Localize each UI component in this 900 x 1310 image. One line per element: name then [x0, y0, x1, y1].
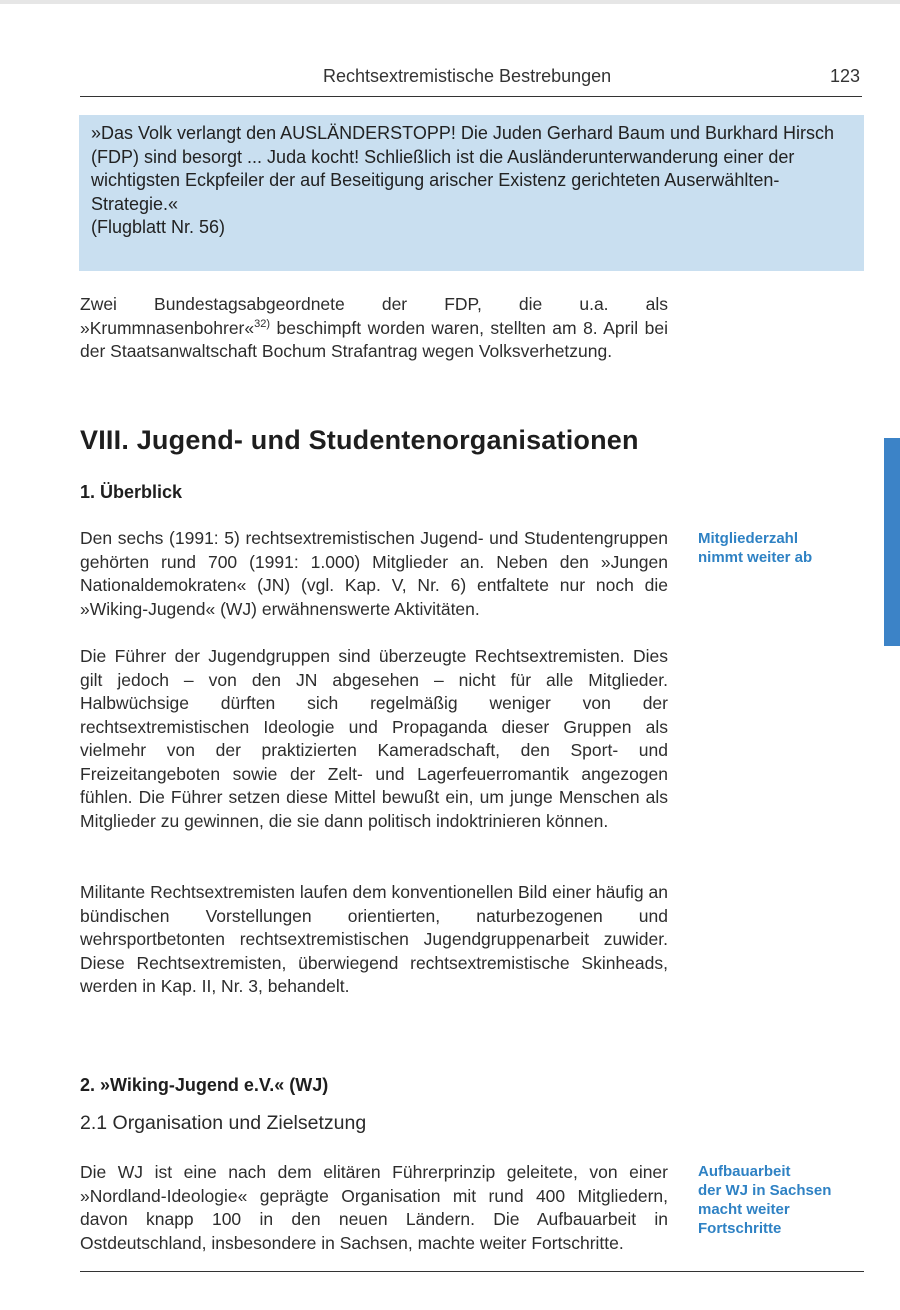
quote-source: (Flugblatt Nr. 56)	[91, 217, 226, 237]
footer-rule	[80, 1271, 864, 1272]
margin-note-line: Fortschritte	[698, 1220, 782, 1237]
overview-paragraph-2	[80, 645, 668, 833]
overview-paragraph-3	[80, 881, 668, 999]
margin-note-line: der WJ in Sachsen	[698, 1182, 832, 1199]
intro-text-before: Zwei Bundestagsabgeordnete der FDP, die u.a. als »Krummnasenbohrer«	[80, 294, 668, 338]
margin-note-membership	[698, 529, 868, 567]
margin-note-line: Mitgliederzahl	[698, 530, 799, 547]
paragraph-text: Militante Rechtsextremisten laufen dem konventionellen Bild einer häufig an bündischen Vorstellungen orientierten, naturbezogenen und wehrsportbetonten rechtsextremistischen Jugendgruppenarbeit zuwider. Diese Rechtsextremisten, überwiegend rechtsextremistische Skinheads, werden in Kap. II, Nr. 3, behandelt.	[80, 882, 668, 996]
paragraph-text: Die Führer der Jugendgruppen sind überzeugte Rechtsextremisten. Dies gilt jedoch – von den JN abgesehen – nicht für alle Mitglieder. Halbwüchsige dürften sich regelmäßig weniger von der rechtsextremistischen Ideologie und Propaganda dieser Gruppen als vielmehr von der praktizierten Kameradschaft, den Sport- und Freizeitangeboten sowie der Zelt- und Lagerfeuerromantik angezogen fühlen. Die Führer setzen diese Mittel bewußt ein, um junge Menschen als Mitglieder zu gewinnen, die sie dann politisch indoktrinieren können.	[80, 646, 668, 831]
quote-box	[79, 115, 864, 271]
intro-paragraph	[80, 293, 668, 364]
wiking-paragraph	[80, 1161, 668, 1255]
paragraph-text: Den sechs (1991: 5) rechtsextremistischen Jugend- und Studentengruppen gehörten rund 700 (1991: 1.000) Mitglieder an. Neben den »Jungen Nationaldemokraten« (JN) (vgl. Kap. V, Nr. 6) entfaltete nur noch die »Wiking-Jugend« (WJ) erwähnenswerte Aktivitäten.	[80, 528, 668, 619]
header-title: Rechtsextremistische Bestrebungen	[323, 66, 612, 86]
margin-note-line: nimmt weiter ab	[698, 549, 813, 566]
margin-note-line: Aufbauarbeit	[698, 1163, 791, 1180]
running-header	[80, 64, 862, 97]
margin-note-saxony	[698, 1162, 868, 1238]
page-top-edge	[0, 0, 900, 4]
section-heading-wiking: 2. »Wiking-Jugend e.V.« (WJ)	[80, 1075, 329, 1095]
page-number: 123	[829, 66, 860, 86]
footnote-ref: 32)	[254, 317, 271, 330]
subsection-heading: 2.1 Organisation und Zielsetzung	[80, 1112, 367, 1134]
quote-text	[91, 122, 861, 240]
margin-note-line: macht weiter	[698, 1201, 790, 1218]
intro-text-after: beschimpft worden waren, stellten am 8. April bei der Staatsanwaltschaft Bochum Strafantrag wegen Volksverhetzung.	[80, 317, 668, 361]
chapter-heading: VIII. Jugend- und Studentenorganisationen	[80, 425, 639, 455]
chapter-side-marker	[884, 438, 900, 646]
overview-paragraph-1	[80, 527, 668, 621]
section-heading-overview: 1. Überblick	[80, 482, 183, 502]
quote-body: »Das Volk verlangt den AUSLÄNDERSTOPP! Die Juden Gerhard Baum und Burkhard Hirsch (FDP) sind besorgt ... Juda kocht! Schließlich ist die Ausländerunterwanderung einer der wichtigsten Eckpfeiler der auf Beseitigung arischer Existenz gerichteten Auserwählten-Strategie.«	[91, 123, 835, 214]
paragraph-text: Die WJ ist eine nach dem elitären Führerprinzip geleitete, von einer »Nordland-Ideologie« geprägte Organisation mit rund 400 Mitgliedern, davon knapp 100 in den neuen Ländern. Die Aufbauarbeit in Ostdeutschland, insbesondere in Sachsen, machte weiter Fortschritte.	[80, 1162, 668, 1253]
